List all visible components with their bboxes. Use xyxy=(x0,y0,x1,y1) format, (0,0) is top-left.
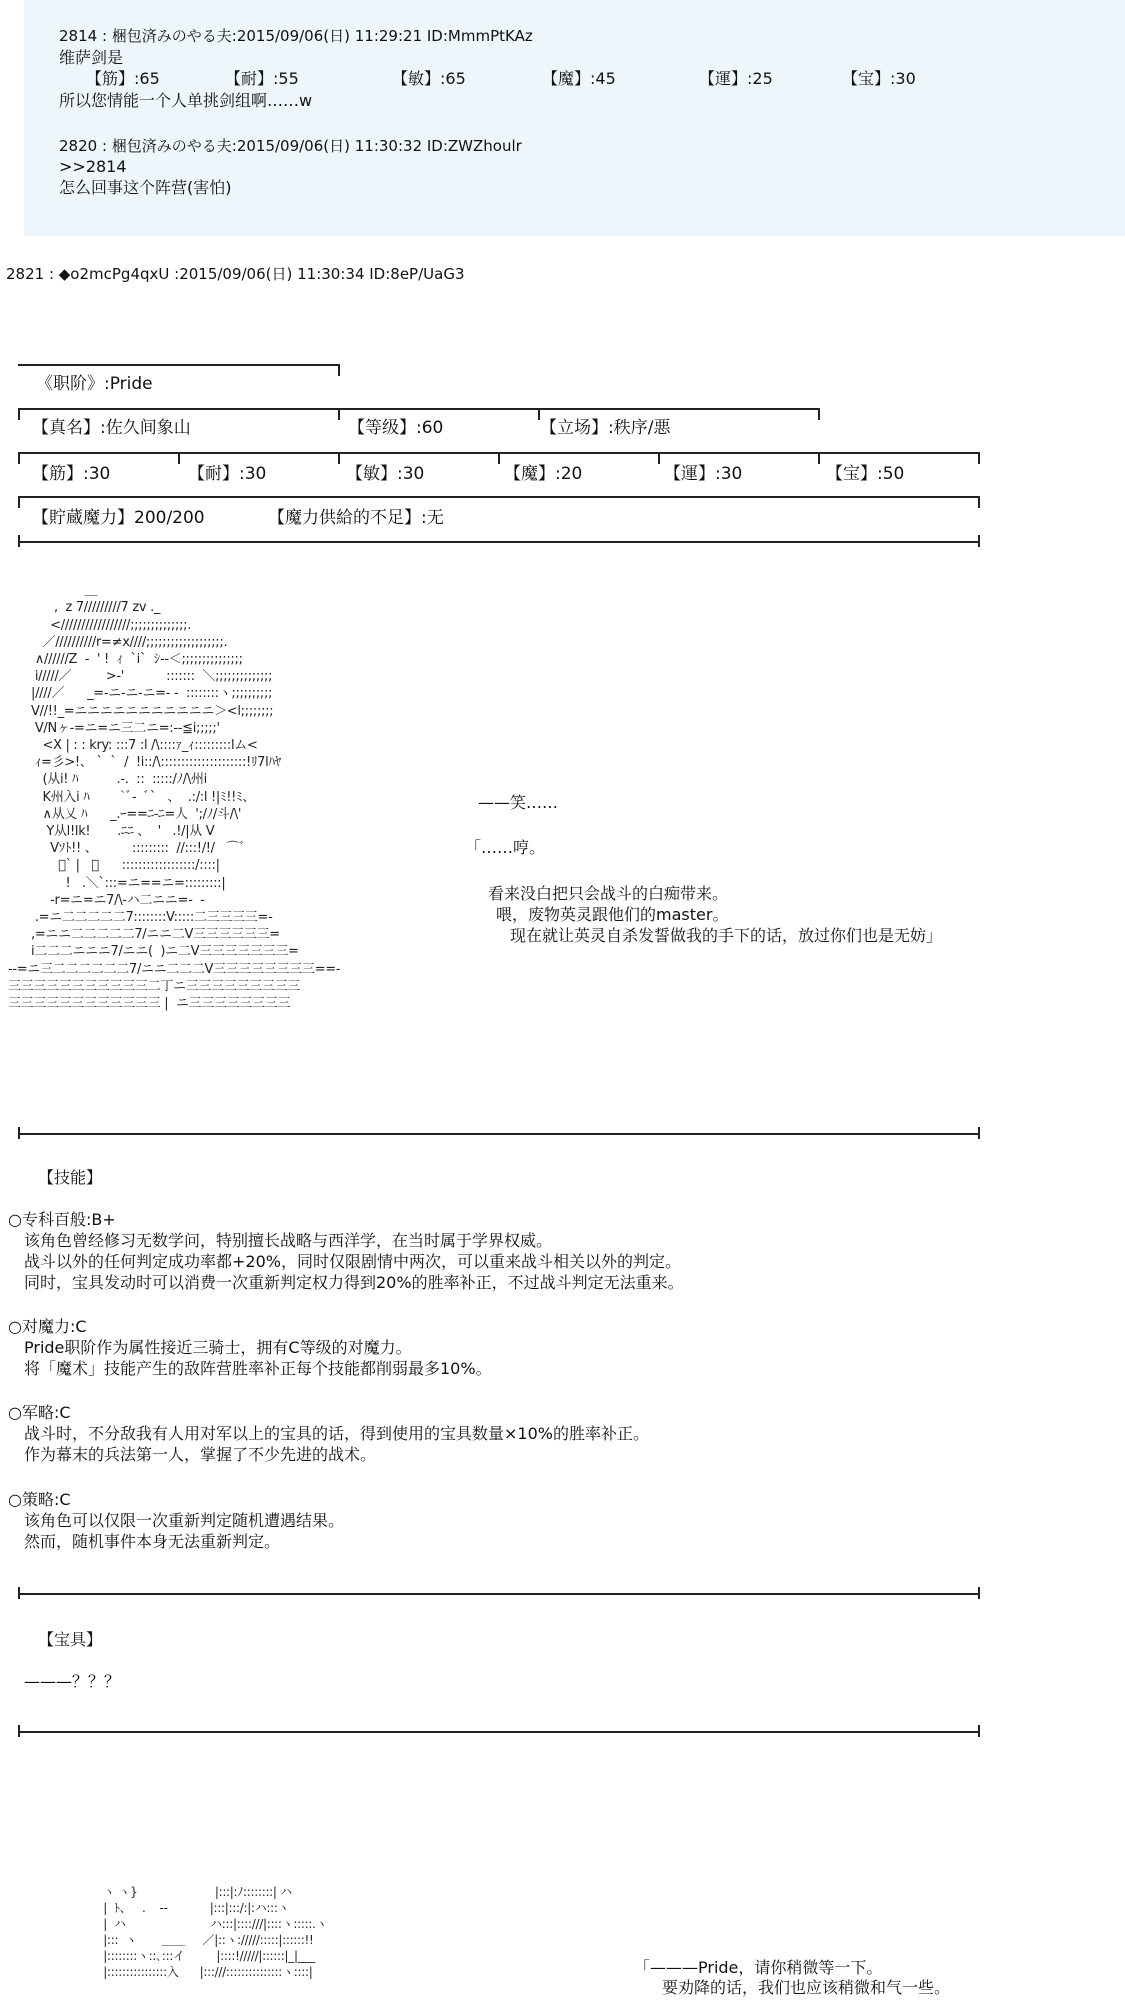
post-header: 2821 : ◆o2mcPg4qxU :2015/09/06(日) 11:30:34 ID:8eP/UaG3 xyxy=(6,265,465,283)
dialogue-pride-line: 要劝降的话，我们也应该稍微和气一些。 xyxy=(662,1978,951,1997)
divider xyxy=(18,1731,980,1733)
skill-desc: 同时，宝具发动时可以消费一次重新判定权力得到20%的胜率补正，不过战斗判定无法重来。 xyxy=(24,1273,684,1292)
np-value: ———？？？ xyxy=(24,1672,121,1691)
skill-desc: 该角色可以仅限一次重新判定随机遭遇结果。 xyxy=(24,1511,345,1530)
post-2820-reply-link[interactable]: >>2814 xyxy=(59,157,127,176)
post-2814-line: 所以您情能一个人单挑剑组啊……w xyxy=(59,91,313,110)
divider xyxy=(18,496,980,498)
post-2814-stat: 【耐】:55 xyxy=(225,69,299,88)
dialogue-laugh: ——笑…… xyxy=(478,793,559,812)
post-2814-stat: 【敏】:65 xyxy=(392,69,466,88)
skill-name: ○策略:C xyxy=(8,1490,71,1509)
divider xyxy=(978,1725,980,1737)
stat-mana: 【魔】:20 xyxy=(504,464,583,484)
skill-desc: Pride职阶作为属性接近三骑士，拥有C等级的对魔力。 xyxy=(24,1338,412,1357)
post-2814-header: 2814 : 梱包済みのやる夫:2015/09/06(日) 11:29:21 ID:MmmPtKAz xyxy=(59,27,533,45)
level-label: 【等级】:60 xyxy=(348,418,444,438)
divider xyxy=(658,452,660,464)
skill-desc: 作为幕末的兵法第一人，掌握了不少先进的战术。 xyxy=(24,1445,377,1464)
post-2814-stat: 【魔】:45 xyxy=(542,69,616,88)
post-2814-stat: 【筋】:65 xyxy=(86,69,160,88)
dialogue-line: 现在就让英灵自杀发誓做我的手下的话，放过你们也是无妨」 xyxy=(510,926,943,945)
divider xyxy=(18,541,980,543)
skill-name: ○对魔力:C xyxy=(8,1317,87,1336)
text-art-figure-2: ヽ ヽ} |:::|:ﾉ::::::::| ハ | ﾄ、 . -- |:::|:::/:|:ハ:::ヽ | ハ ハ:::|::::///|::::ヽ:::::.ヽ |::: ヽ ＿＿ ／|::ヽ://///:::::|::::::!! |::::::::ヽ::､:::イ |::::!/////|::::::|_|___ |::::::::::::::::入 |:::///:::::::::::::::ヽ::::| xyxy=(103,1885,328,1979)
skill-name: ○专科百般:B+ xyxy=(8,1210,116,1229)
dialogue-pride-line: 「———Pride，请你稍微等一下。 xyxy=(634,1958,883,1977)
skill-desc: 战斗时，不分敌我有人用对军以上的宝具的话，得到使用的宝具数量×10%的胜率补正。 xyxy=(24,1424,649,1443)
stat-agility: 【敏】:30 xyxy=(346,464,425,484)
dialogue-line: 看来没白把只会战斗的白痴带来。 xyxy=(488,884,729,903)
post-2814-stat: 【運】:25 xyxy=(699,69,773,88)
stat-endurance: 【耐】:30 xyxy=(188,464,267,484)
dialogue-line: 喂，废物英灵跟他们的master。 xyxy=(496,905,729,924)
quoted-posts xyxy=(24,0,1125,236)
divider xyxy=(978,1127,980,1139)
text-art-figure: ＿ , z 7/////////7 zv ._ </////////////////;;;;;;;;;;;;;;. ／//////////r=≠x////;;;;;;;;;;;;;;;;;;;. ∧//////Z - ' ! ｨ `i` ｼ-‐＜;;;;;;;;;;;;;;; i/////／ >-' ::::::: ＼;;;;;;;;;;;;;; |////／ _=-ニ-ニ-ニ=- - ::::::::ヽ;;;;;;;;;; V//!!_=ニニニニニニニニニニニ＞<l;;;;;;;; V/Nヶ-=ニ=ニ三二ニ=:-‐≦i;;;;;' <X | : : kry: :::7 :l /\::::ｧ_ｨ:::::::::lム< ｨ=彡>!、 ` ` / !i::/\:::::::::::::::::::::!ﾘ7lﾊﾔ (从i! ﾊ .-. :: :::::/ﾉ/\州i K州入i ﾊ `ﾞ- ﾞ` 、 .:/:l !|ﾐ!!ﾐ、 ∧从乂 ﾊ _.ｰ==ﾆ-ﾆ=人 ';/ﾉ/斗/\' Y从l!lk! .ﾆﾆ 、 ' .!/|从 V Vｿﾄ!! 、 ::::::::: //:::!/!/ ⌒ﾞ ﾞ` | ､ ::::::::::::::::::/::::| ! .＼`:::=ニ==ニ=:::::::::| -r=ニ=ニ7/\-ハ二ニニ=- - .=ニ二二二二二7::::::::V:::::二三三三三=- ,=ニニ二二二二二7/ニニ二V三三三三三三= i二二二ニニニ7/ニニ( )ニ二V三三三三三三三= --=ニ三二二二二二二7/ニニ二二二V三三三三三三三三==- 三三三三三三三三三三三二丁ニ三三三三三三三三三 三三三三三三三三三三三三 | ニ三三三三三三三三 xyxy=(8,583,341,1012)
stat-np: 【宝】:50 xyxy=(826,464,905,484)
dialogue-hmph: 「……哼。 xyxy=(465,838,546,857)
divider xyxy=(18,364,340,366)
post-2814-line: 维萨剑是 xyxy=(59,48,124,67)
alignment-label: 【立场】:秩序/悪 xyxy=(540,418,671,438)
divider xyxy=(18,408,20,420)
divider xyxy=(338,364,340,376)
divider xyxy=(978,1587,980,1599)
divider xyxy=(818,452,820,464)
divider xyxy=(18,1587,20,1599)
stat-luck: 【運】:30 xyxy=(664,464,743,484)
divider xyxy=(18,452,20,464)
divider xyxy=(18,1127,20,1139)
class-label: 《职阶》:Pride xyxy=(36,374,153,394)
post-2820-line: 怎么回事这个阵营(害怕) xyxy=(59,178,232,197)
post-2814-stat: 【宝】:30 xyxy=(842,69,916,88)
divider xyxy=(18,496,20,508)
mana-reserve-label: 【貯蔵魔力】200/200 xyxy=(32,508,205,528)
divider xyxy=(178,452,180,464)
skill-desc: 将「魔术」技能产生的敌阵营胜率补正每个技能都削弱最多10%。 xyxy=(24,1359,492,1378)
post-2820-header: 2820 : 梱包済みのやる夫:2015/09/06(日) 11:30:32 ID:ZWZhoulr xyxy=(59,137,522,155)
skill-desc: 战斗以外的任何判定成功率都+20%，同时仅限剧情中两次，可以重来战斗相关以外的判定。 xyxy=(24,1252,681,1271)
divider xyxy=(18,1593,980,1595)
skill-desc: 该角色曾经修习无数学问，特别擅长战略与西洋学，在当时属于学界权威。 xyxy=(24,1231,553,1250)
divider xyxy=(18,1133,980,1135)
divider xyxy=(818,408,820,420)
divider xyxy=(18,535,20,547)
skill-desc: 然而，随机事件本身无法重新判定。 xyxy=(24,1532,281,1551)
divider xyxy=(338,452,340,464)
mana-supply-label: 【魔力供給的不足】:无 xyxy=(268,508,444,528)
stat-strength: 【筋】:30 xyxy=(32,464,111,484)
skill-name: ○军略:C xyxy=(8,1403,71,1422)
divider xyxy=(978,496,980,508)
divider xyxy=(18,1725,20,1737)
divider xyxy=(498,452,500,464)
np-title: 【宝具】 xyxy=(38,1630,103,1649)
skills-title: 【技能】 xyxy=(38,1168,103,1187)
divider xyxy=(978,535,980,547)
divider xyxy=(338,408,340,420)
true-name-label: 【真名】:佐久间象山 xyxy=(32,418,191,438)
divider xyxy=(18,408,820,410)
divider xyxy=(978,452,980,464)
